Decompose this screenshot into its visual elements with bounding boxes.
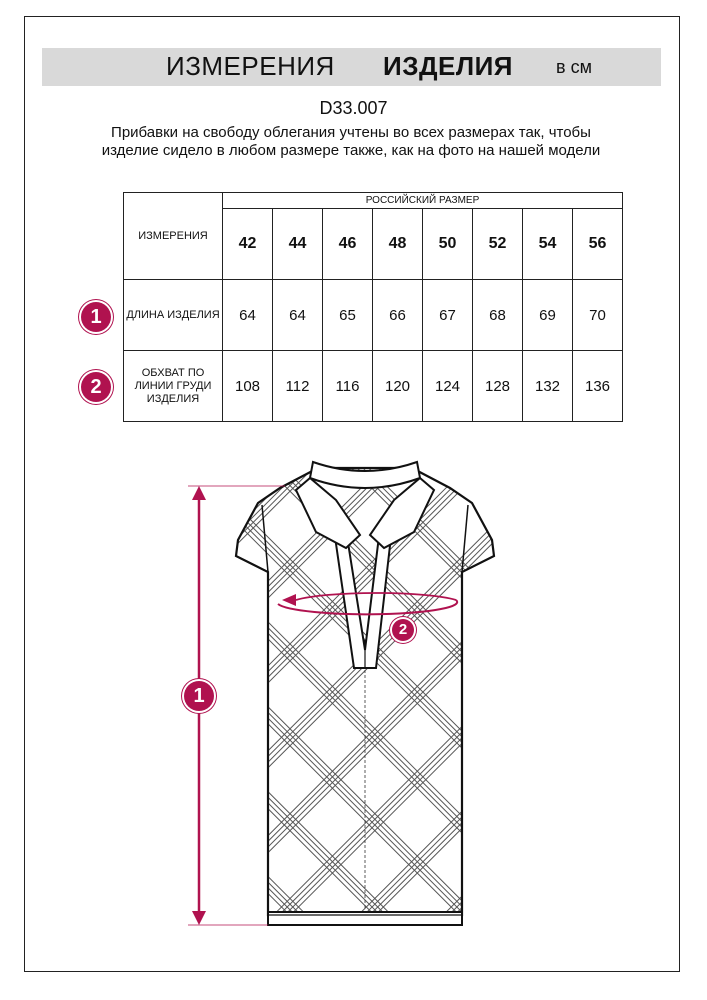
length-value: 64 (223, 280, 273, 351)
size-48: 48 (373, 209, 423, 280)
length-value: 65 (323, 280, 373, 351)
fit-note: Прибавки на свободу облегания учтены во всех размерах так, чтобы изделие сидело в любом размере также, как на фото на нашей модели (101, 124, 601, 159)
chest-value: 128 (473, 351, 523, 422)
length-value: 66 (373, 280, 423, 351)
article-code: D33.007 (319, 98, 388, 118)
size-42: 42 (223, 209, 273, 280)
size-46: 46 (323, 209, 373, 280)
dress-body (236, 468, 494, 925)
chest-value: 112 (273, 351, 323, 422)
chest-value: 124 (423, 351, 473, 422)
measurements-header: ИЗМЕРЕНИЯ (124, 193, 223, 280)
size-52: 52 (473, 209, 523, 280)
row-badge-length: 1 (81, 302, 111, 332)
length-value: 69 (523, 280, 573, 351)
chest-value: 120 (373, 351, 423, 422)
length-value: 68 (473, 280, 523, 351)
chest-value: 108 (223, 351, 273, 422)
row-label-length: ДЛИНА ИЗДЕЛИЯ (124, 280, 223, 351)
size-50: 50 (423, 209, 473, 280)
length-value: 64 (273, 280, 323, 351)
chest-value: 136 (573, 351, 623, 422)
size-56: 56 (573, 209, 623, 280)
title-unit: в см (556, 57, 592, 77)
chest-value: 116 (323, 351, 373, 422)
chest-value: 132 (523, 351, 573, 422)
length-value: 67 (423, 280, 473, 351)
size-system-header: РОССИЙСКИЙ РАЗМЕР (223, 193, 623, 209)
chest-marker-badge: 2 (392, 619, 414, 641)
length-value: 70 (573, 280, 623, 351)
row-badge-chest: 2 (81, 372, 111, 402)
row-label-chest: ОБХВАТ ПО ЛИНИИ ГРУДИ ИЗДЕЛИЯ (124, 351, 223, 422)
size-44: 44 (273, 209, 323, 280)
title-measurements: ИЗМЕРЕНИЯ (166, 51, 335, 81)
size-54: 54 (523, 209, 573, 280)
title-item: ИЗДЕЛИЯ (383, 51, 513, 81)
length-marker-badge: 1 (184, 681, 214, 711)
